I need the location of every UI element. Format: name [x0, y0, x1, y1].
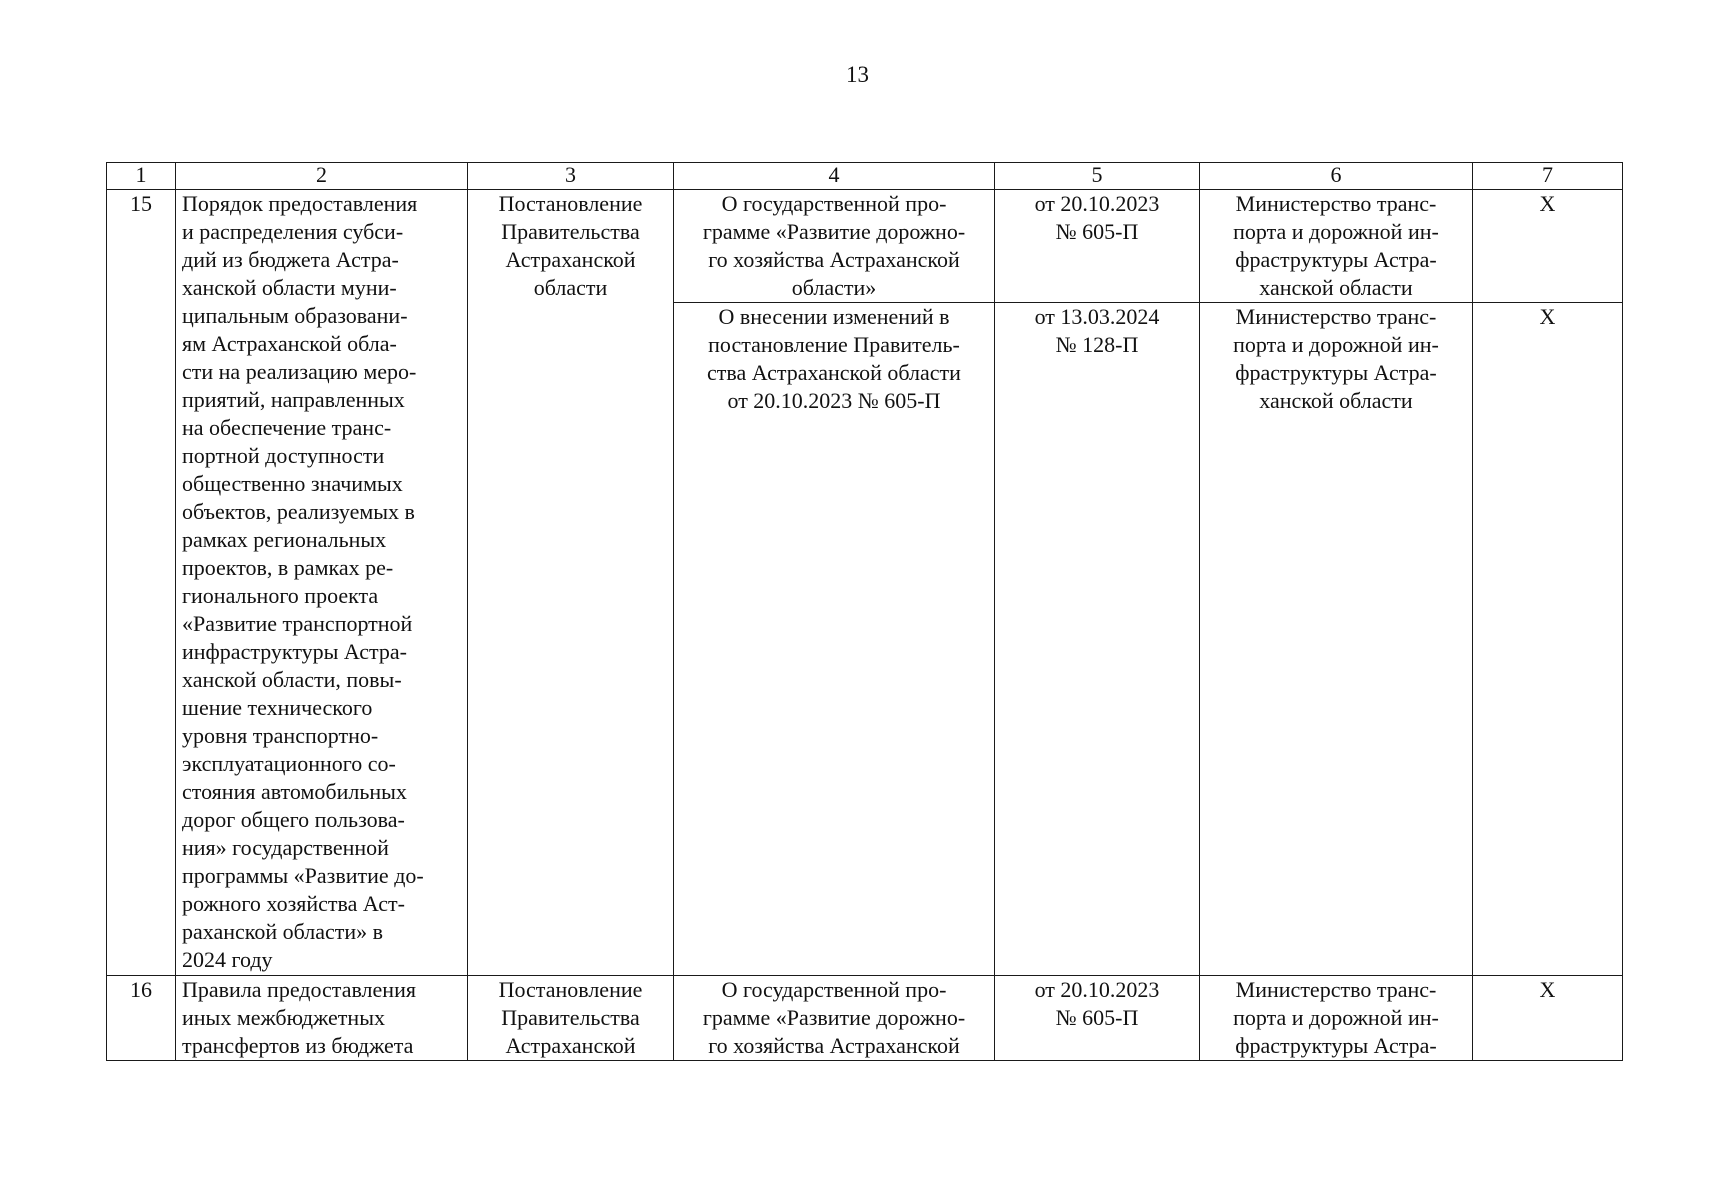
row-16-date-number: [995, 976, 1200, 1061]
row-15a-act-name-text: О государственной про- грамме «Развитие дорожно- го хозяйства Астраханской области»: [702, 191, 966, 300]
column-number-7: 7: [1473, 163, 1623, 190]
column-number-2: 2: [176, 163, 468, 190]
row-16-number: [107, 976, 176, 1061]
row-15a-mark: [1473, 190, 1623, 303]
row-15-title-text: Порядок предоставления и распределения субси- дий из бюджета Астра- ханской области муни- ципальным образовани- ям Астраханской обла- сти на реализацию меро- приятий, направленных на обеспечение транс- портной доступности общественно значимых объектов, реализуемых в рамках региональных проектов, в рамках ре- гионального проекта «Развитие транспортной инфраструктуры Астра- ханской области, повы- шение технического уровня транспортно- эксплуатационного со- стояния автомобильных дорог общего пользова- ния» государственной программы «Развитие до- рожного хозяйства Аст- раханской области» в 2024 году: [182, 191, 424, 972]
row-16-number-text: 16: [130, 977, 152, 1002]
table-row-15-a: [107, 190, 1623, 303]
row-16-act-name-text: О государственной про- грамме «Развитие дорожно- го хозяйства Астраханской: [702, 977, 966, 1058]
row-15b-mark-text: X: [1539, 304, 1556, 329]
column-number-4: 4: [674, 163, 995, 190]
row-15b-act-name-text: О внесении изменений в постановление Правитель- ства Астраханской области от 20.10.2023 № 605-П: [707, 304, 961, 413]
row-15b-act-name: [674, 303, 995, 976]
row-15-title: [176, 190, 468, 976]
row-15a-responsible-body: [1200, 190, 1473, 303]
row-16-act-type: [468, 976, 674, 1061]
column-number-1: 1: [107, 163, 176, 190]
table-row-16: [107, 976, 1623, 1061]
column-number-5: 5: [995, 163, 1200, 190]
row-15b-mark: [1473, 303, 1623, 976]
row-15b-responsible-body-text: Министерство транс- порта и дорожной ин- фраструктуры Астра- ханской области: [1233, 304, 1439, 413]
row-15-number-text: 15: [130, 191, 152, 216]
row-16-title: [176, 976, 468, 1061]
row-16-responsible-body-text: Министерство транс- порта и дорожной ин- фраструктуры Астра-: [1233, 977, 1439, 1058]
row-15b-date-number-text: от 13.03.2024 № 128-П: [1034, 304, 1160, 357]
page-number: 13: [846, 62, 869, 87]
row-16-act-type-text: Постановление Правительства Астраханской: [498, 977, 643, 1058]
row-15-number: [107, 190, 176, 976]
row-15a-act-name: [674, 190, 995, 303]
row-16-mark: [1473, 976, 1623, 1061]
row-16-act-name: [674, 976, 995, 1061]
column-number-3: 3: [468, 163, 674, 190]
row-15b-responsible-body: [1200, 303, 1473, 976]
row-15a-responsible-body-text: Министерство транс- порта и дорожной ин- фраструктуры Астра- ханской области: [1233, 191, 1439, 300]
column-number-6: 6: [1200, 163, 1473, 190]
row-16-mark-text: X: [1539, 977, 1556, 1002]
row-15-act-type: [468, 190, 674, 976]
row-15a-date-number: [995, 190, 1200, 303]
legal-acts-table: [106, 162, 1623, 1061]
row-15a-date-number-text: от 20.10.2023 № 605-П: [1034, 191, 1160, 244]
row-16-responsible-body: [1200, 976, 1473, 1061]
row-15-act-type-text: Постановление Правительства Астраханской области: [498, 191, 643, 300]
row-15a-mark-text: X: [1539, 191, 1556, 216]
row-16-date-number-text: от 20.10.2023 № 605-П: [1034, 977, 1160, 1030]
table-header-row: [107, 163, 1623, 190]
row-16-title-text: Правила предоставления иных межбюджетных трансфертов из бюджета: [182, 977, 416, 1058]
row-15b-date-number: [995, 303, 1200, 976]
